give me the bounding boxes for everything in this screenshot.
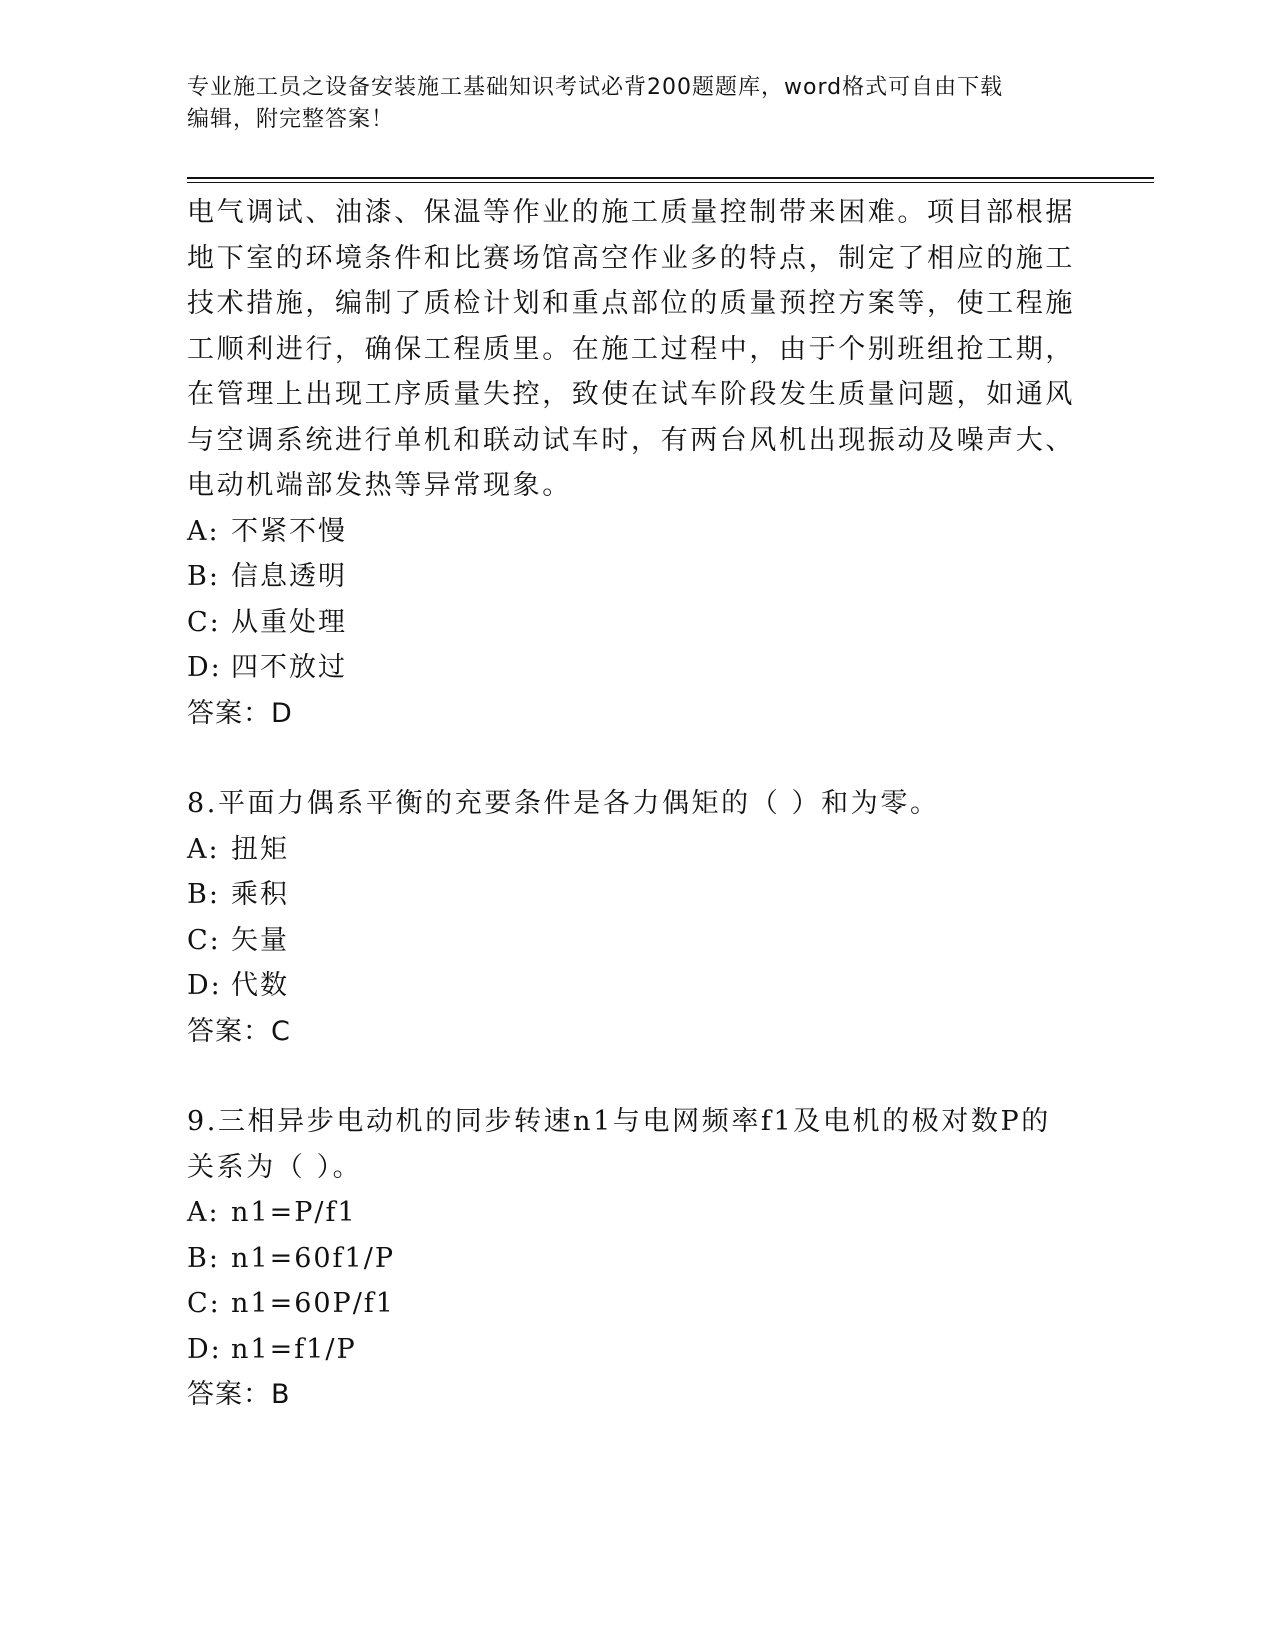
header-title-line-2: 编辑，附完整答案！ <box>187 107 395 132</box>
option-text: 四不放过 <box>231 652 347 683</box>
question-8-option-a <box>187 827 1087 873</box>
question-8-text <box>187 781 1087 827</box>
option-text: 乘积 <box>231 879 289 910</box>
question-8-answer: 答案：C <box>187 1015 291 1047</box>
header-divider-thin <box>187 182 1154 183</box>
document-body <box>187 190 1087 1418</box>
option-text: n1=f1/P <box>231 1333 357 1365</box>
option-key: C: <box>187 924 221 956</box>
option-key: D: <box>187 1333 222 1365</box>
document-header <box>187 72 1067 136</box>
question-9-option-c <box>187 1281 1087 1327</box>
question-7-option-b <box>187 554 1087 600</box>
question-text-line: 关系为（ ）。 <box>187 1151 363 1183</box>
option-text: 从重处理 <box>231 606 347 638</box>
question-8-option-d <box>187 963 1087 1009</box>
question-text-line: 地下室的环境条件和比赛场馆高空作业多的特点，制定了相应的施工 <box>187 242 1075 274</box>
question-9-text <box>187 1099 1087 1190</box>
question-text-line: 工顺利进行，确保工程质里。在施工过程中，由于个别班组抢工期， <box>187 333 1075 365</box>
question-7-option-c <box>187 600 1087 646</box>
option-key: A: <box>187 1197 220 1228</box>
option-key: B: <box>187 561 220 592</box>
question-text-line: 电气调试、油漆、保温等作业的施工质量控制带来困难。项目部根据 <box>187 197 1075 228</box>
header-divider-thick <box>187 177 1154 179</box>
option-text: 扭矩 <box>231 833 289 865</box>
option-text: 信息透明 <box>231 561 347 592</box>
question-text-line: 与空调系统进行单机和联动试车时，有两台风机出现振动及噪声大、 <box>187 424 1075 456</box>
header-title-line-1: 专业施工员之设备安装施工基础知识考试必背200题题库，word格式可自由下载 <box>187 75 1004 100</box>
question-9 <box>187 1099 1087 1418</box>
option-key: D: <box>187 970 222 1001</box>
option-text: 不紧不慢 <box>231 515 347 547</box>
question-7-answer: 答案：D <box>187 697 293 729</box>
question-8 <box>187 781 1087 1054</box>
question-7 <box>187 190 1087 736</box>
question-text-line: 9.三相异步电动机的同步转速n1与电网频率f1及电机的极对数P的 <box>187 1106 1051 1137</box>
option-text: n1=60P/f1 <box>231 1288 395 1319</box>
question-8-option-c <box>187 918 1087 964</box>
question-9-option-d <box>187 1327 1087 1373</box>
option-key: A: <box>187 515 220 547</box>
question-text-line: 8.平面力偶系平衡的充要条件是各力偶矩的（ ）和为零。 <box>187 788 940 819</box>
question-7-option-a <box>187 509 1087 555</box>
option-text: 矢量 <box>231 924 289 956</box>
option-text: n1=P/f1 <box>231 1197 357 1228</box>
option-key: D: <box>187 652 222 683</box>
question-7-text <box>187 190 1087 509</box>
option-text: n1=60f1/P <box>231 1242 395 1274</box>
question-text-line: 技术措施，编制了质检计划和重点部位的质量预控方案等，使工程施 <box>187 288 1075 319</box>
question-9-option-b <box>187 1236 1087 1282</box>
question-text-line: 电动机端部发热等异常现象。 <box>187 470 572 501</box>
option-text: 代数 <box>231 970 289 1001</box>
option-key: A: <box>187 833 220 865</box>
question-9-answer: 答案：B <box>187 1379 291 1410</box>
question-8-option-b <box>187 872 1087 918</box>
question-7-option-d <box>187 645 1087 691</box>
question-9-option-a <box>187 1190 1087 1236</box>
option-key: C: <box>187 1288 221 1319</box>
option-key: C: <box>187 606 221 638</box>
option-key: B: <box>187 1242 220 1274</box>
option-key: B: <box>187 879 220 910</box>
question-text-line: 在管理上出现工序质量失控，致使在试车阶段发生质量问题，如通风 <box>187 379 1075 410</box>
